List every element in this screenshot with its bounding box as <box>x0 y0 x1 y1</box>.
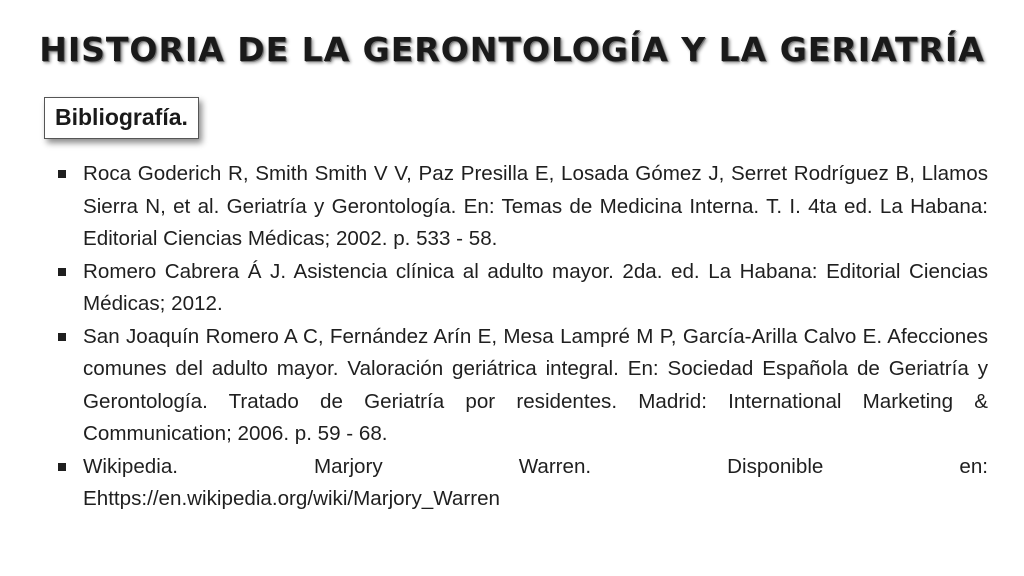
square-bullet-icon <box>58 170 66 178</box>
reference-text: Romero Cabrera Á J. Asistencia clínica al adulto mayor. 2da. ed. La Habana: Editorial Ciencias Médicas; 2012. <box>83 259 988 315</box>
square-bullet-icon <box>58 268 66 276</box>
reference-url[interactable]: Ehttps://en.wikipedia.org/wiki/Marjory_Warren <box>83 487 500 510</box>
reference-text: Wikipedia. Marjory Warren. Disponible en: <box>83 454 988 478</box>
section-label: Bibliografía. <box>44 97 199 139</box>
reference-text: San Joaquín Romero A C, Fernández Arín E, Mesa Lampré M P, García-Arilla Calvo E. Afecciones comunes del adulto mayor. Valoración geriátrica integral. En: Sociedad Española de Geriatría y Gerontología. Tratado de Geriatría por residentes. Madrid: International Marketing & Communication; 2006. p. 59 - 68. <box>83 324 988 445</box>
square-bullet-icon <box>58 463 66 471</box>
bibliography-list <box>58 158 988 516</box>
list-item <box>58 321 988 451</box>
slide-title: HISTORIA DE LA GERONTOLOGÍA Y LA GERIATRÍA <box>39 30 985 69</box>
reference-text: Roca Goderich R, Smith Smith V V, Paz Presilla E, Losada Gómez J, Serret Rodríguez B, Llamos Sierra N, et al. Geriatría y Gerontología. En: Temas de Medicina Interna. T. I. 4ta ed. La Habana: Editorial Ciencias Médicas; 2002. p. 533 - 58. <box>83 162 988 250</box>
list-item <box>58 256 988 321</box>
list-item <box>58 451 988 516</box>
square-bullet-icon <box>58 333 66 341</box>
list-item <box>58 158 988 256</box>
